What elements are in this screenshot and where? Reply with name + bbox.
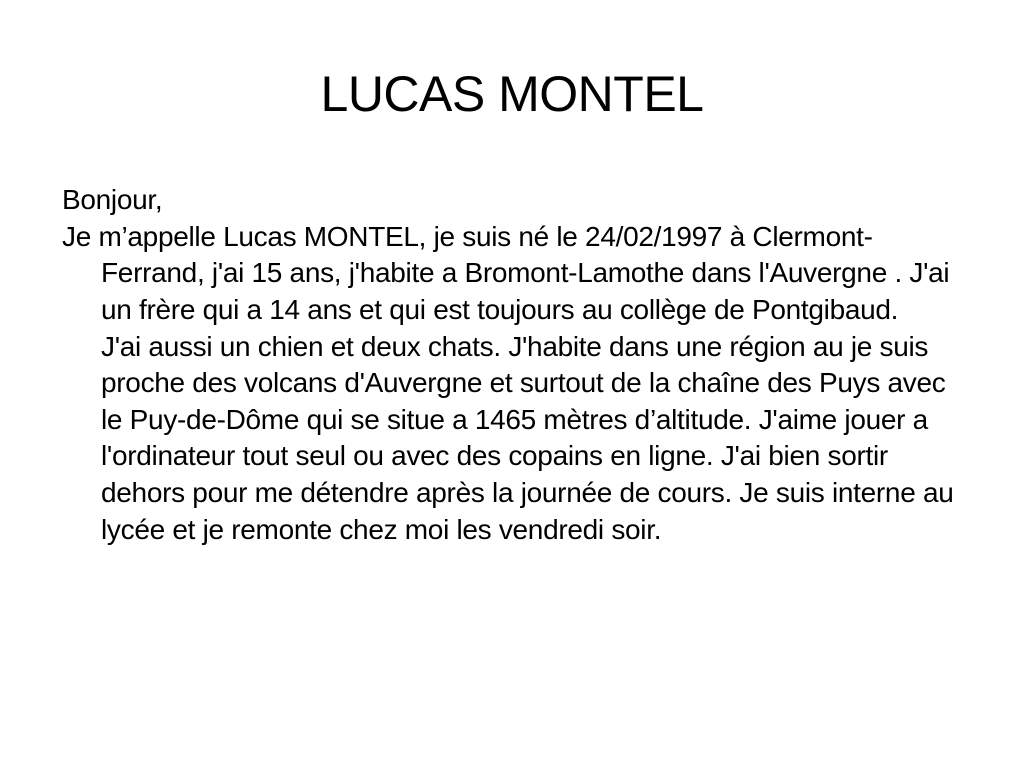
slide-body bbox=[62, 182, 962, 548]
body-paragraph: Je m’appelle Lucas MONTEL, je suis né le 24/02/1997 à Clermont-Ferrand, j'ai 15 ans, j'habite a Bromont-Lamothe dans l'Auvergne . J'ai un frère qui a 14 ans et qui est toujours au collège de Pontgibaud. J'ai aussi un chien et deux chats. J'habite dans une région au je suis proche des volcans d'Auvergne et surtout de la chaîne des Puys avec le Puy-de-Dôme qui se situe a 1465 mètres d’altitude. J'aime jouer a l'ordinateur tout seul ou avec des copains en ligne. J'ai bien sortir dehors pour me détendre après la journée de cours. Je suis interne au lycée et je remonte chez moi les vendredi soir. bbox=[62, 220, 961, 545]
greeting-text: Bonjour, bbox=[62, 184, 163, 215]
slide-title: LUCAS MONTEL bbox=[320, 66, 704, 122]
